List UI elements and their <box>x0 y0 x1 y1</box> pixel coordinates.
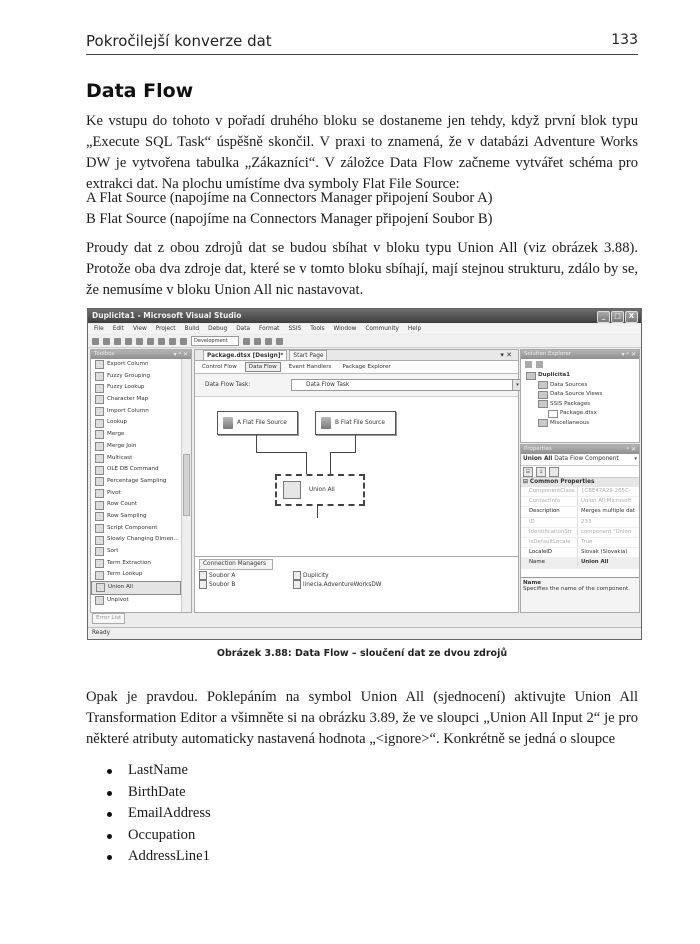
object-type: Data Flow Component <box>554 456 619 462</box>
flat-file-connection-icon <box>199 571 207 580</box>
multicast-icon <box>95 454 104 463</box>
toolbox-item[interactable] <box>91 417 181 429</box>
menu-build[interactable]: Build <box>184 326 200 332</box>
flat-file-source-icon <box>321 417 331 429</box>
toolbox-item[interactable] <box>91 394 181 406</box>
toolbox-item[interactable] <box>91 406 181 418</box>
toolbox-item-label: Union All <box>108 584 133 591</box>
toolbox-item[interactable] <box>91 499 181 511</box>
cut-icon[interactable] <box>125 338 132 345</box>
toolbox-item-selected[interactable] <box>91 581 181 595</box>
category-label: Common Properties <box>529 479 595 485</box>
toolbox-item[interactable] <box>91 476 181 488</box>
union-all-icon <box>283 481 301 499</box>
tree-node-label: Duplicita1 <box>538 372 571 378</box>
solution-explorer-controls[interactable]: ▾ ᵖ ✕ <box>621 351 636 358</box>
properties-object-select[interactable] <box>521 454 639 466</box>
folder-icon <box>538 419 548 427</box>
data-path-a[interactable] <box>256 435 257 452</box>
save-all-icon[interactable] <box>114 338 121 345</box>
save-icon[interactable] <box>103 338 110 345</box>
term-lookup-icon <box>95 571 104 580</box>
property-row[interactable] <box>521 487 639 497</box>
package-designer <box>194 349 519 613</box>
property-key: IsDefaultLocale <box>529 538 571 545</box>
connection-item[interactable] <box>293 571 329 580</box>
sort-icon <box>95 547 104 556</box>
component-label: Union All <box>309 487 335 493</box>
toolbox-item[interactable] <box>91 558 181 570</box>
properties-panel <box>520 444 640 613</box>
row-count-icon <box>95 501 104 510</box>
toolbar <box>88 335 641 348</box>
properties-toolbar <box>521 466 639 478</box>
properties-category[interactable]: ⊟ Common Properties <box>521 478 639 487</box>
menu-help[interactable]: Help <box>407 326 422 332</box>
property-pages-icon[interactable] <box>549 467 559 477</box>
chevron-down-icon[interactable]: ▾ <box>512 380 522 390</box>
toolbox-item[interactable] <box>91 488 181 500</box>
window-title: Duplicita1 - Microsoft Visual Studio <box>92 311 242 320</box>
script-component-icon <box>95 524 104 533</box>
connection-item[interactable] <box>199 580 235 589</box>
property-row[interactable] <box>521 497 639 507</box>
toolbox-item-label: Percentage Sampling <box>107 477 167 484</box>
close-document-icon[interactable]: ▾ ✕ <box>500 351 512 359</box>
solution-explorer-title: Solution Explorer <box>524 351 572 357</box>
folder-icon <box>538 381 548 389</box>
chapter-title: Pokročilejší konverze dat <box>86 32 272 50</box>
toolbox-item-label: Pivot <box>107 489 121 496</box>
undo-icon[interactable] <box>158 338 165 345</box>
list-item: AddressLine1 <box>104 846 211 868</box>
tree-node-label: Data Source Views <box>550 391 603 397</box>
folder-icon <box>538 400 548 408</box>
page-number: 133 <box>611 32 638 48</box>
project-icon <box>526 372 536 380</box>
toolbox-item-label: Multicast <box>107 454 133 461</box>
flat-file-source-b[interactable] <box>315 411 396 435</box>
show-all-files-icon[interactable] <box>536 361 543 368</box>
line-source-b: B Flat Source (napojíme na Connectors Manager připojení Soubor B) <box>86 211 493 227</box>
property-row[interactable] <box>521 548 639 558</box>
ole-db-command-icon <box>95 466 104 475</box>
paste-icon[interactable] <box>147 338 154 345</box>
menu-view[interactable]: View <box>132 326 147 332</box>
data-flow-task-bar <box>195 374 518 397</box>
menu-tools[interactable]: Tools <box>310 326 325 332</box>
component-label: B Flat File Source <box>335 420 385 426</box>
properties-controls[interactable]: ᵖ ✕ <box>626 446 636 453</box>
object-browser-icon[interactable] <box>276 338 283 345</box>
toolbox-item[interactable] <box>91 359 181 371</box>
scrollbar-thumb[interactable] <box>183 454 190 516</box>
data-flow-task-select[interactable] <box>291 379 523 391</box>
connection-label: Soubor B <box>209 581 236 588</box>
tree-node[interactable] <box>524 419 639 429</box>
export-column-icon <box>95 360 104 369</box>
property-key: Description <box>529 508 560 515</box>
column-list <box>104 760 211 868</box>
property-key: ContactInfo <box>529 498 561 505</box>
property-value[interactable]: Slovak (Slovakia) <box>577 548 639 557</box>
list-item: EmailAddress <box>104 803 211 825</box>
start-icon[interactable] <box>180 338 187 345</box>
union-all-component[interactable] <box>275 474 365 506</box>
description-text: Specifies the name of the component. <box>523 586 630 592</box>
status-text: Ready <box>92 630 110 636</box>
maximize-button[interactable]: □ <box>611 311 624 323</box>
menu-data[interactable]: Data <box>236 326 251 332</box>
solution-explorer-panel <box>520 349 640 443</box>
toolbox-item-label: Script Component <box>107 524 158 531</box>
data-flow-task-value: Data Flow Task <box>306 382 350 388</box>
toolbox-item[interactable] <box>91 534 181 546</box>
flat-file-connection-icon <box>199 580 207 589</box>
designer-subtabs <box>195 361 518 374</box>
property-description <box>521 577 639 612</box>
data-path-a[interactable] <box>256 452 306 453</box>
percentage-sampling-icon <box>95 477 104 486</box>
toolbox-pane-controls[interactable]: ▾ ᵖ ✕ <box>173 351 188 358</box>
line-source-a: A Flat Source (napojíme na Connectors Manager připojení Soubor A) <box>86 190 493 206</box>
tab-event-handlers[interactable]: Event Handlers <box>288 364 332 370</box>
toolbox-item[interactable] <box>91 382 181 394</box>
pivot-icon <box>95 489 104 498</box>
database-connection-icon <box>293 571 301 580</box>
merge-join-icon <box>95 442 104 451</box>
properties-icon[interactable] <box>254 338 261 345</box>
data-flow-task-label: Data Flow Task: <box>205 382 251 388</box>
character-map-icon <box>95 395 104 404</box>
tab-connection-managers[interactable]: Connection Managers <box>199 559 273 570</box>
close-button[interactable]: X <box>625 311 638 323</box>
union-all-icon <box>96 583 105 592</box>
connection-label: Soubor A <box>209 572 236 579</box>
connection-managers-panel <box>195 556 518 612</box>
data-path-b[interactable] <box>330 452 331 474</box>
toolbox-item[interactable] <box>91 595 181 607</box>
status-bar <box>88 627 641 639</box>
solution-config-select[interactable]: Development <box>191 336 239 346</box>
property-row[interactable] <box>521 538 639 548</box>
toolbox-item[interactable] <box>91 464 181 476</box>
data-path-b[interactable] <box>330 452 356 453</box>
property-value[interactable]: Merges multiple dat <box>577 507 639 516</box>
data-path-b[interactable] <box>355 435 356 452</box>
property-value: Union All;Microsoft <box>577 497 639 506</box>
tree-node-package[interactable] <box>524 409 639 419</box>
toolbox-item[interactable] <box>91 546 181 558</box>
toolbox-list <box>91 359 181 606</box>
toolbox-item-label: Term Extraction <box>107 559 151 566</box>
solution-explorer-header <box>521 350 639 359</box>
find-icon[interactable] <box>243 338 250 345</box>
document-tabs <box>195 350 518 361</box>
menu-bar <box>88 324 641 334</box>
unpivot-icon <box>95 596 104 605</box>
menu-debug[interactable]: Debug <box>208 326 228 332</box>
connection-label: Duplicity <box>303 572 329 579</box>
toolbox-item[interactable] <box>91 441 181 453</box>
tab-data-flow[interactable]: Data Flow <box>245 362 281 372</box>
property-row[interactable] <box>521 507 639 517</box>
design-canvas[interactable] <box>195 397 518 547</box>
toolbox-header <box>91 350 191 359</box>
term-extraction-icon <box>95 559 104 568</box>
toolbox-item-label: Import Column <box>107 407 149 414</box>
lookup-icon <box>95 419 104 428</box>
flat-file-source-a[interactable] <box>217 411 298 435</box>
menu-edit[interactable]: Edit <box>112 326 124 332</box>
tree-node-label: Data Sources <box>550 381 588 388</box>
categorized-icon[interactable]: ☷ <box>523 467 533 477</box>
figure-screenshot <box>87 308 642 640</box>
tab-package-design[interactable]: Package.dtsx [Design]* <box>203 350 287 360</box>
minimize-button[interactable]: _ <box>597 311 610 323</box>
property-key: ComponentClass <box>529 488 575 494</box>
connection-label: linecla.AdventureWorksDW <box>303 581 382 588</box>
menu-project[interactable]: Project <box>155 326 176 332</box>
tab-start-page[interactable]: Start Page <box>289 350 327 360</box>
connection-item[interactable] <box>293 580 382 589</box>
description-title: Name <box>523 580 542 586</box>
solution-explorer-toolbar <box>521 359 639 371</box>
alphabetical-icon[interactable]: ↓ <box>536 467 546 477</box>
chevron-down-icon[interactable]: ▾ <box>634 456 637 462</box>
merge-icon <box>95 430 104 439</box>
toolbox-item-label: Sort <box>107 548 119 554</box>
toolbox-item-label: Fuzzy Grouping <box>107 372 151 379</box>
tree-node[interactable] <box>524 400 639 410</box>
paragraph-intro: Ke vstupu do tohoto v pořadí druhého bloku se dostaneme jen tehdy, když první blok typu „Execute SQL Task“ úspěšně skončil. V praxi to znamená, že v databázi Adventure Works DW je vytvořena tabulka „Zákazníci“. V záložce Data Flow začneme vytvářet schéma pro extrakci dat. Na plochu umístíme dva symboly Flat File Source: <box>86 113 638 192</box>
toolbox-scrollbar[interactable] <box>181 359 191 612</box>
menu-window[interactable]: Window <box>333 326 357 332</box>
toolbox-item-label: Slowly Changing Dimen... <box>107 536 179 543</box>
property-value: {CBE47A29-265C- <box>577 487 639 496</box>
properties-icon[interactable] <box>525 361 532 368</box>
toolbox-item-label: Unpivot <box>107 596 129 603</box>
tab-control-flow[interactable]: Control Flow <box>202 364 237 370</box>
import-column-icon <box>95 407 104 416</box>
toolbox-icon[interactable] <box>265 338 272 345</box>
menu-format[interactable]: Format <box>259 326 280 332</box>
tab-error-list[interactable]: Error List <box>92 613 125 624</box>
property-key: IdentificationStr <box>529 528 573 535</box>
toolbox-item[interactable] <box>91 429 181 441</box>
row-sampling-icon <box>95 512 104 521</box>
toolbox-item-label: Fuzzy Lookup <box>107 384 145 391</box>
toolbox-item[interactable] <box>91 453 181 465</box>
toolbox-item[interactable] <box>91 523 181 535</box>
toolbox-panel <box>90 349 192 613</box>
window-titlebar <box>88 309 641 323</box>
property-key: ID <box>529 518 535 525</box>
property-value[interactable]: Union All <box>577 558 639 567</box>
toolbox-item[interactable] <box>91 569 181 581</box>
menu-ssis[interactable]: SSIS <box>288 326 302 332</box>
toolbox-item-label: Character Map <box>107 396 149 403</box>
list-item: Occupation <box>104 825 211 847</box>
redo-icon[interactable] <box>169 338 176 345</box>
tree-node[interactable] <box>524 381 639 391</box>
solution-tree <box>521 371 639 428</box>
toolbox-item[interactable] <box>91 371 181 383</box>
paragraph-editor: Opak je pravdou. Poklepáním na symbol Union All (sjednocení) aktivujte Union All Transformation Editor a všimněte si na obrázku 3.89, že ve sloupci „Union All Input 2“ je pro některé atributy automaticky nastavená hodnota „<ignore>“. Konkrétně se jedná o sloupce <box>86 689 638 747</box>
tree-node-project[interactable] <box>524 371 639 381</box>
property-row[interactable] <box>521 518 639 528</box>
object-name: Union All <box>523 456 553 462</box>
toolbox-item-label: Merge Join <box>107 442 137 449</box>
property-value: 233 <box>577 518 639 527</box>
property-value: component "Union <box>577 528 639 537</box>
database-connection-icon <box>293 580 301 589</box>
tree-node-label: SSIS Packages <box>550 400 591 407</box>
section-title: Data Flow <box>86 80 194 102</box>
flat-file-source-icon <box>223 417 233 429</box>
toolbox-item-label: Row Sampling <box>107 512 147 519</box>
toolbox-item[interactable] <box>91 511 181 523</box>
connection-item[interactable] <box>199 571 235 580</box>
toolbox-item-label: Export Column <box>107 361 149 367</box>
menu-community[interactable]: Community <box>365 326 399 332</box>
folder-icon <box>538 391 548 399</box>
toolbox-item-label: OLE DB Command <box>107 466 159 473</box>
toolbox-item-label: Term Lookup <box>107 571 143 578</box>
figure-caption: Obrázek 3.88: Data Flow – sloučení dat ze dvou zdrojů <box>216 648 508 659</box>
property-value: True <box>577 538 639 547</box>
properties-title: Properties <box>524 446 552 452</box>
list-item: BirthDate <box>104 782 211 804</box>
tab-package-explorer[interactable]: Package Explorer <box>342 364 391 370</box>
properties-header <box>521 445 639 454</box>
property-row-selected[interactable] <box>521 558 639 568</box>
copy-icon[interactable] <box>136 338 143 345</box>
paragraph-union: Proudy dat z obou zdrojů dat se budou sbíhat v bloku typu Union All (viz obrázek 3.88). Protože oba dva zdroje dat, které se v tomto bloku sbíhají, mají stejnou strukturu, zdálo by se, že nemusíme v bloku Union All nic nastavovat. <box>86 240 638 298</box>
new-project-icon[interactable] <box>92 338 99 345</box>
property-key: LocaleID <box>529 549 553 556</box>
component-label: A Flat File Source <box>237 420 287 426</box>
fuzzy-grouping-icon <box>95 372 104 381</box>
tree-node[interactable] <box>524 390 639 400</box>
property-key: Name <box>529 559 545 566</box>
data-path-a[interactable] <box>306 452 307 474</box>
tree-node-label: Miscellaneous <box>550 419 590 426</box>
list-item: LastName <box>104 760 211 782</box>
toolbox-item-label: Row Count <box>107 501 138 508</box>
property-row[interactable] <box>521 528 639 538</box>
package-file-icon <box>548 410 558 418</box>
output-path-handle[interactable] <box>317 504 318 518</box>
toolbox-item-label: Lookup <box>107 419 128 426</box>
page-header <box>86 30 638 55</box>
toolbox-item-label: Merge <box>107 431 125 438</box>
tree-node-label: Package.dtsx <box>560 410 597 416</box>
slowly-changing-dimension-icon <box>95 536 104 545</box>
fuzzy-lookup-icon <box>95 384 104 393</box>
toolbox-title: Toolbox <box>94 351 115 357</box>
menu-file[interactable]: File <box>94 326 104 332</box>
